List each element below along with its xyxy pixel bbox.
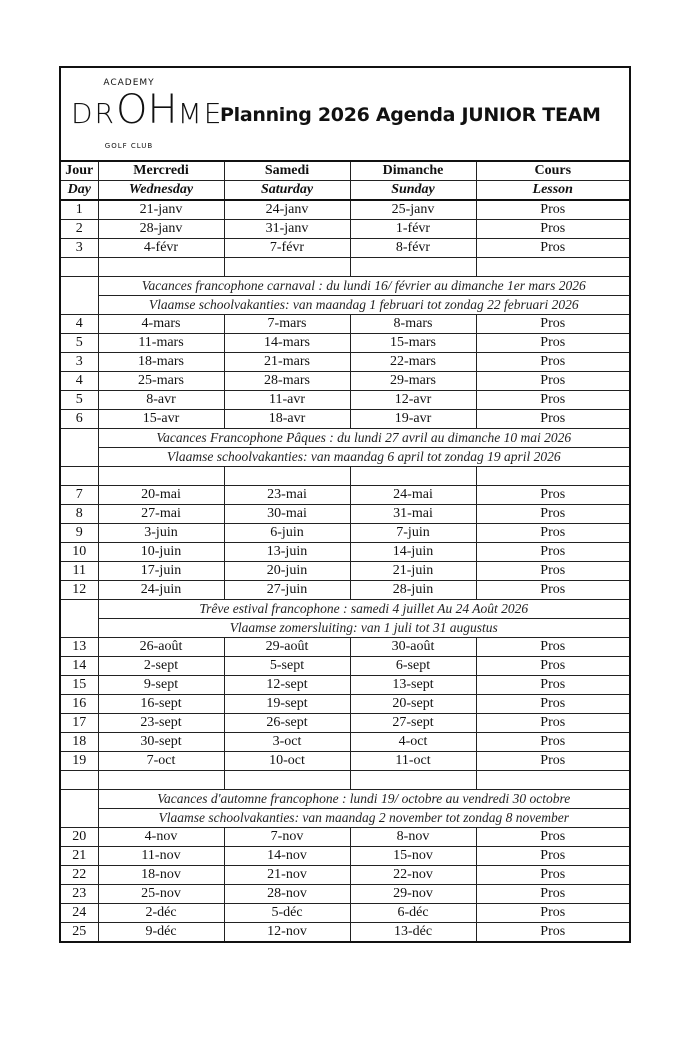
col-header-day: Day bbox=[61, 181, 98, 201]
table-row bbox=[61, 315, 629, 334]
table-row bbox=[61, 353, 629, 372]
empty-cell bbox=[350, 258, 476, 277]
day-cell: 10 bbox=[61, 543, 98, 562]
saturday-cell: 21-mars bbox=[224, 353, 350, 372]
wednesday-cell: 2-sept bbox=[98, 657, 224, 676]
lesson-cell: Pros bbox=[476, 695, 629, 714]
drohme-logo bbox=[69, 74, 224, 158]
wednesday-cell: 11-nov bbox=[98, 847, 224, 866]
table-row bbox=[61, 505, 629, 524]
table-row bbox=[61, 657, 629, 676]
holiday-row-fr bbox=[61, 429, 629, 448]
sunday-cell: 8-févr bbox=[350, 239, 476, 258]
sunday-cell: 6-déc bbox=[350, 904, 476, 923]
sunday-cell: 31-mai bbox=[350, 505, 476, 524]
saturday-cell: 18-avr bbox=[224, 410, 350, 429]
empty-cell bbox=[61, 771, 98, 790]
sunday-cell: 30-août bbox=[350, 638, 476, 657]
empty-cell bbox=[61, 429, 98, 467]
day-cell: 11 bbox=[61, 562, 98, 581]
wednesday-cell: 4-févr bbox=[98, 239, 224, 258]
day-cell: 4 bbox=[61, 315, 98, 334]
day-cell: 20 bbox=[61, 828, 98, 847]
lesson-cell: Pros bbox=[476, 847, 629, 866]
saturday-cell: 14-mars bbox=[224, 334, 350, 353]
table-row bbox=[61, 923, 629, 942]
wednesday-cell: 21-janv bbox=[98, 200, 224, 220]
sunday-cell: 19-avr bbox=[350, 410, 476, 429]
sunday-cell: 22-nov bbox=[350, 866, 476, 885]
lesson-cell: Pros bbox=[476, 752, 629, 771]
empty-cell bbox=[61, 600, 98, 638]
day-cell: 15 bbox=[61, 676, 98, 695]
sunday-cell: 15-nov bbox=[350, 847, 476, 866]
saturday-cell: 3-oct bbox=[224, 733, 350, 752]
lesson-cell: Pros bbox=[476, 239, 629, 258]
wednesday-cell: 3-juin bbox=[98, 524, 224, 543]
table-row bbox=[61, 220, 629, 239]
day-cell: 4 bbox=[61, 372, 98, 391]
day-cell: 21 bbox=[61, 847, 98, 866]
saturday-cell: 14-nov bbox=[224, 847, 350, 866]
sunday-cell: 13-déc bbox=[350, 923, 476, 942]
sunday-cell: 6-sept bbox=[350, 657, 476, 676]
day-cell: 24 bbox=[61, 904, 98, 923]
sunday-cell: 12-avr bbox=[350, 391, 476, 410]
page-title: Planning 2026 Agenda JUNIOR TEAM bbox=[220, 104, 601, 126]
lesson-cell: Pros bbox=[476, 885, 629, 904]
empty-cell bbox=[224, 258, 350, 277]
day-cell: 14 bbox=[61, 657, 98, 676]
wednesday-cell: 26-août bbox=[98, 638, 224, 657]
table-row bbox=[61, 391, 629, 410]
wednesday-cell: 23-sept bbox=[98, 714, 224, 733]
sunday-cell: 25-janv bbox=[350, 200, 476, 220]
saturday-cell: 21-nov bbox=[224, 866, 350, 885]
saturday-cell: 24-janv bbox=[224, 200, 350, 220]
empty-cell bbox=[476, 467, 629, 486]
table-row bbox=[61, 847, 629, 866]
saturday-cell: 13-juin bbox=[224, 543, 350, 562]
lesson-cell: Pros bbox=[476, 410, 629, 429]
day-cell: 19 bbox=[61, 752, 98, 771]
saturday-cell: 23-mai bbox=[224, 486, 350, 505]
saturday-cell: 27-juin bbox=[224, 581, 350, 600]
lesson-cell: Pros bbox=[476, 200, 629, 220]
header-row-en bbox=[61, 181, 629, 201]
lesson-cell: Pros bbox=[476, 676, 629, 695]
day-cell: 16 bbox=[61, 695, 98, 714]
lesson-cell: Pros bbox=[476, 828, 629, 847]
col-header-samedi: Samedi bbox=[224, 162, 350, 181]
spacer-row bbox=[61, 771, 629, 790]
lesson-cell: Pros bbox=[476, 505, 629, 524]
sunday-cell: 4-oct bbox=[350, 733, 476, 752]
lesson-cell: Pros bbox=[476, 733, 629, 752]
logo-academy-text: ACADEMY bbox=[103, 78, 155, 88]
sunday-cell: 11-oct bbox=[350, 752, 476, 771]
lesson-cell: Pros bbox=[476, 714, 629, 733]
holiday-note-fr: Trêve estival francophone : samedi 4 juillet Au 24 Août 2026 bbox=[98, 600, 629, 619]
sunday-cell: 13-sept bbox=[350, 676, 476, 695]
lesson-cell: Pros bbox=[476, 923, 629, 942]
empty-cell bbox=[350, 771, 476, 790]
day-cell: 5 bbox=[61, 391, 98, 410]
spacer-row bbox=[61, 258, 629, 277]
wednesday-cell: 8-avr bbox=[98, 391, 224, 410]
day-cell: 6 bbox=[61, 410, 98, 429]
day-cell: 23 bbox=[61, 885, 98, 904]
holiday-row-nl bbox=[61, 296, 629, 315]
sunday-cell: 14-juin bbox=[350, 543, 476, 562]
col-header-sunday: Sunday bbox=[350, 181, 476, 201]
table-row bbox=[61, 581, 629, 600]
col-header-cours: Cours bbox=[476, 162, 629, 181]
wednesday-cell: 7-oct bbox=[98, 752, 224, 771]
day-cell: 12 bbox=[61, 581, 98, 600]
table-row bbox=[61, 638, 629, 657]
sunday-cell: 28-juin bbox=[350, 581, 476, 600]
wednesday-cell: 30-sept bbox=[98, 733, 224, 752]
day-cell: 7 bbox=[61, 486, 98, 505]
day-cell: 3 bbox=[61, 353, 98, 372]
wednesday-cell: 18-nov bbox=[98, 866, 224, 885]
empty-cell bbox=[61, 277, 98, 315]
lesson-cell: Pros bbox=[476, 638, 629, 657]
holiday-row-nl bbox=[61, 619, 629, 638]
table-row bbox=[61, 334, 629, 353]
lesson-cell: Pros bbox=[476, 372, 629, 391]
sunday-cell: 8-nov bbox=[350, 828, 476, 847]
lesson-cell: Pros bbox=[476, 315, 629, 334]
wednesday-cell: 24-juin bbox=[98, 581, 224, 600]
table-row bbox=[61, 372, 629, 391]
lesson-cell: Pros bbox=[476, 391, 629, 410]
empty-cell bbox=[61, 467, 98, 486]
col-header-mercredi: Mercredi bbox=[98, 162, 224, 181]
holiday-row-fr bbox=[61, 790, 629, 809]
table-row bbox=[61, 676, 629, 695]
holiday-note-nl: Vlaamse zomersluiting: van 1 juli tot 31 augustus bbox=[98, 619, 629, 638]
empty-cell bbox=[224, 467, 350, 486]
day-cell: 17 bbox=[61, 714, 98, 733]
sunday-cell: 27-sept bbox=[350, 714, 476, 733]
wednesday-cell: 20-mai bbox=[98, 486, 224, 505]
table-row bbox=[61, 200, 629, 220]
table-row bbox=[61, 828, 629, 847]
wednesday-cell: 11-mars bbox=[98, 334, 224, 353]
table-row bbox=[61, 885, 629, 904]
logo-brand-mid: OH bbox=[116, 87, 178, 133]
wednesday-cell: 10-juin bbox=[98, 543, 224, 562]
sunday-cell: 22-mars bbox=[350, 353, 476, 372]
wednesday-cell: 25-nov bbox=[98, 885, 224, 904]
saturday-cell: 7-nov bbox=[224, 828, 350, 847]
saturday-cell: 19-sept bbox=[224, 695, 350, 714]
day-cell: 2 bbox=[61, 220, 98, 239]
holiday-row-fr bbox=[61, 600, 629, 619]
holiday-note-nl: Vlaamse schoolvakanties: van maandag 2 november tot zondag 8 november bbox=[98, 809, 629, 828]
empty-cell bbox=[61, 258, 98, 277]
lesson-cell: Pros bbox=[476, 543, 629, 562]
saturday-cell: 28-mars bbox=[224, 372, 350, 391]
saturday-cell: 31-janv bbox=[224, 220, 350, 239]
table-row bbox=[61, 543, 629, 562]
sunday-cell: 15-mars bbox=[350, 334, 476, 353]
lesson-cell: Pros bbox=[476, 904, 629, 923]
header-row-fr bbox=[61, 162, 629, 181]
day-cell: 13 bbox=[61, 638, 98, 657]
sunday-cell: 8-mars bbox=[350, 315, 476, 334]
sunday-cell: 29-nov bbox=[350, 885, 476, 904]
lesson-cell: Pros bbox=[476, 562, 629, 581]
saturday-cell: 28-nov bbox=[224, 885, 350, 904]
wednesday-cell: 27-mai bbox=[98, 505, 224, 524]
wednesday-cell: 4-mars bbox=[98, 315, 224, 334]
sunday-cell: 1-févr bbox=[350, 220, 476, 239]
empty-cell bbox=[98, 771, 224, 790]
saturday-cell: 12-nov bbox=[224, 923, 350, 942]
empty-cell bbox=[61, 790, 98, 828]
table-row bbox=[61, 714, 629, 733]
lesson-cell: Pros bbox=[476, 220, 629, 239]
wednesday-cell: 28-janv bbox=[98, 220, 224, 239]
table-row bbox=[61, 410, 629, 429]
wednesday-cell: 16-sept bbox=[98, 695, 224, 714]
saturday-cell: 30-mai bbox=[224, 505, 350, 524]
lesson-cell: Pros bbox=[476, 524, 629, 543]
day-cell: 3 bbox=[61, 239, 98, 258]
empty-cell bbox=[98, 258, 224, 277]
lesson-cell: Pros bbox=[476, 334, 629, 353]
col-header-dimanche: Dimanche bbox=[350, 162, 476, 181]
sunday-cell: 29-mars bbox=[350, 372, 476, 391]
empty-cell bbox=[98, 467, 224, 486]
wednesday-cell: 4-nov bbox=[98, 828, 224, 847]
wednesday-cell: 17-juin bbox=[98, 562, 224, 581]
logo-brand-right: ME bbox=[177, 97, 224, 130]
sunday-cell: 20-sept bbox=[350, 695, 476, 714]
sunday-cell: 7-juin bbox=[350, 524, 476, 543]
lesson-cell: Pros bbox=[476, 353, 629, 372]
saturday-cell: 7-mars bbox=[224, 315, 350, 334]
day-cell: 18 bbox=[61, 733, 98, 752]
table-row bbox=[61, 752, 629, 771]
wednesday-cell: 25-mars bbox=[98, 372, 224, 391]
holiday-row-nl bbox=[61, 448, 629, 467]
saturday-cell: 20-juin bbox=[224, 562, 350, 581]
lesson-cell: Pros bbox=[476, 581, 629, 600]
document-header bbox=[61, 68, 629, 162]
lesson-cell: Pros bbox=[476, 486, 629, 505]
lesson-cell: Pros bbox=[476, 657, 629, 676]
holiday-row-fr bbox=[61, 277, 629, 296]
saturday-cell: 10-oct bbox=[224, 752, 350, 771]
logo-golf-club-text: GOLF CLUB bbox=[104, 142, 154, 150]
day-cell: 22 bbox=[61, 866, 98, 885]
planning-document bbox=[59, 66, 631, 943]
wednesday-cell: 9-déc bbox=[98, 923, 224, 942]
table-row bbox=[61, 695, 629, 714]
col-header-jour: Jour bbox=[61, 162, 98, 181]
empty-cell bbox=[476, 771, 629, 790]
saturday-cell: 5-déc bbox=[224, 904, 350, 923]
day-cell: 1 bbox=[61, 200, 98, 220]
table-row bbox=[61, 562, 629, 581]
holiday-note-nl: Vlaamse schoolvakanties: van maandag 6 april tot zondag 19 april 2026 bbox=[98, 448, 629, 467]
saturday-cell: 29-août bbox=[224, 638, 350, 657]
table-row bbox=[61, 904, 629, 923]
sunday-cell: 21-juin bbox=[350, 562, 476, 581]
saturday-cell: 5-sept bbox=[224, 657, 350, 676]
wednesday-cell: 15-avr bbox=[98, 410, 224, 429]
table-row bbox=[61, 866, 629, 885]
holiday-note-fr: Vacances francophone carnaval : du lundi 16/ février au dimanche 1er mars 2026 bbox=[98, 277, 629, 296]
table-row bbox=[61, 524, 629, 543]
saturday-cell: 26-sept bbox=[224, 714, 350, 733]
holiday-note-fr: Vacances d'automne francophone : lundi 19/ octobre au vendredi 30 octobre bbox=[98, 790, 629, 809]
table-row bbox=[61, 733, 629, 752]
empty-cell bbox=[350, 467, 476, 486]
col-header-saturday: Saturday bbox=[224, 181, 350, 201]
spacer-row bbox=[61, 467, 629, 486]
logo-brand-left: DR bbox=[71, 97, 117, 130]
holiday-row-nl bbox=[61, 809, 629, 828]
day-cell: 5 bbox=[61, 334, 98, 353]
schedule-table bbox=[61, 162, 629, 941]
saturday-cell: 7-févr bbox=[224, 239, 350, 258]
wednesday-cell: 2-déc bbox=[98, 904, 224, 923]
empty-cell bbox=[224, 771, 350, 790]
saturday-cell: 6-juin bbox=[224, 524, 350, 543]
lesson-cell: Pros bbox=[476, 866, 629, 885]
table-row bbox=[61, 239, 629, 258]
holiday-note-fr: Vacances Francophone Pâques : du lundi 27 avril au dimanche 10 mai 2026 bbox=[98, 429, 629, 448]
saturday-cell: 11-avr bbox=[224, 391, 350, 410]
col-header-lesson: Lesson bbox=[476, 181, 629, 201]
wednesday-cell: 9-sept bbox=[98, 676, 224, 695]
holiday-note-nl: Vlaamse schoolvakanties: van maandag 1 februari tot zondag 22 februari 2026 bbox=[98, 296, 629, 315]
day-cell: 8 bbox=[61, 505, 98, 524]
day-cell: 9 bbox=[61, 524, 98, 543]
empty-cell bbox=[476, 258, 629, 277]
col-header-wednesday: Wednesday bbox=[98, 181, 224, 201]
saturday-cell: 12-sept bbox=[224, 676, 350, 695]
day-cell: 25 bbox=[61, 923, 98, 942]
table-row bbox=[61, 486, 629, 505]
logo-brand-text bbox=[71, 87, 224, 134]
sunday-cell: 24-mai bbox=[350, 486, 476, 505]
wednesday-cell: 18-mars bbox=[98, 353, 224, 372]
